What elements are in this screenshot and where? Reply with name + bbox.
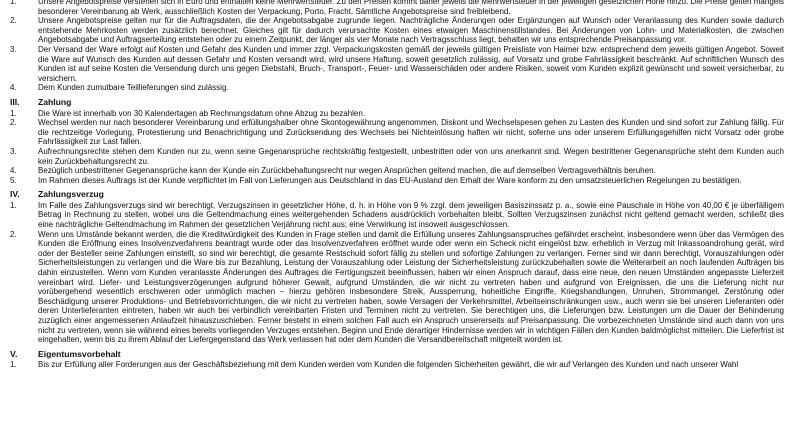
section-number: III. [10, 96, 20, 107]
section-eigentumsvorbehalt [8, 350, 784, 370]
item-number: 2. [10, 16, 17, 26]
item-number: 1. [10, 108, 17, 118]
section-heading [8, 98, 784, 108]
item-number: 2. [10, 118, 17, 128]
item-number: 5. [10, 175, 17, 185]
item-text: Unsere Angebotspreise gelten nur für die Auftragsdaten, die der Angebotsabgabe zugrunde liegen. Nachträgliche Änderungen oder Ergänzungen auf Wunsch oder Veranlassung des Kunden sowie dadurch entstehende Mehrkosten werden zusätzlich berechnet. Gleiches gilt für dadurch verursachte Kosten eines etwaigen Maschinenstillstandes. Bei Änderungen von Lohn- und Materialkosten, die zwischen Angebotsabgabe und Auftragserteilung entstehen oder zu einem Zeitpunkt, der länger als vier Monate nach Vertragsschluss liegt, behalten wir uns entsprechende Preisanpassung vor. [38, 16, 784, 45]
section-title: Zahlung [38, 96, 72, 107]
item-number: 4. [10, 83, 17, 93]
section-number: V. [10, 348, 18, 359]
item-text: Dem Kunden zumutbare Teillieferungen sind zulässig. [38, 83, 229, 93]
section-prices [8, 0, 784, 93]
list-item [8, 230, 784, 345]
item-number: 3. [10, 44, 17, 54]
item-text: Wechsel werden nur nach besonderer Vereinbarung und erfüllungshalber ohne Skontogewährung angenommen. Diskont und Wechselspesen gehen zu Lasten des Kunden und sind sofort zur Zahlung fällig. Für die rechtzeitige Vorlegung, Protestierung und Benachrichtigung und Zurücksendung des Wechsels bei Nichteinlösung haften wir nicht, soferne uns oder unserem Erfüllungsgehilfen nicht Vorsatz oder grobe Fahrlässigkeit zur Last fallen. [38, 118, 784, 147]
item-text: Aufrechnungsrechte stehen dem Kunden nur zu, wenn seine Gegenansprüche rechtskräftig festgestellt, unbestritten oder von uns anerkannt sind. Wegen bestrittener Gegenansprüche steht dem Kunden auch kein Zurückbehaltungsrecht zu. [38, 146, 784, 166]
list-item [8, 360, 784, 370]
list-item [8, 83, 784, 93]
item-number: 3. [10, 146, 17, 156]
section-zahlung [8, 98, 784, 185]
item-text: Bezüglich unbestrittener Gegenansprüche kann der Kunde ein Zurückbehaltungsrecht nur wegen Ansprüchen geltend machen, die auf demselben Vertragsverhältnis beruhen. [38, 166, 656, 176]
section-heading [8, 350, 784, 360]
list-item [8, 118, 784, 147]
section-heading [8, 190, 784, 200]
item-text: Unsere Angebotspreise verstehen sich in Euro und enthalten keine Mehrwertsteuer. Zu den Preisen kommt daher jeweils die Mehrwertsteuer in der jeweiligen gesetzlichen Höhe hinzu. Die Preise gelten mangels besonderer Vereinbarung ab Werk, ausschließlich Kosten der Verpackung, Porto, Fracht. Sämtliche Angebotspreise sind freibleibend. [38, 0, 784, 16]
item-number: 1. [10, 0, 17, 6]
list-item [8, 166, 784, 176]
section-zahlungsverzug [8, 190, 784, 345]
list-item [8, 201, 784, 230]
item-text: Im Rahmen dieses Auftrags ist der Kunde verpflichtet im Fall von Lieferungen aus Deutschland in das EU-Ausland den Erhalt der Ware konform zu den umsatzsteuerlichen Regelungen zu bestätigen. [38, 175, 742, 185]
list-item [8, 109, 784, 119]
list-item [8, 45, 784, 83]
item-number: 1. [10, 360, 17, 370]
list-item [8, 0, 784, 16]
list-item [8, 147, 784, 166]
item-number: 4. [10, 166, 17, 176]
item-text: Im Falle des Zahlungsverzugs sind wir berechtigt, Verzugszinsen in gesetzlicher Höhe, d. h. in Höhe von 9 % zzgl. dem jeweiligen Basiszinssatz p. a., sowie eine Pauschale in Höhe von 40,00 € je überfälligem Betrag in Rechnung zu stellen, wobei uns die Geltendmachung eines weitergehenden Schadens ausdrücklich vorbehalten bleibt. Sollten Verzugszinsen zunächst nicht geltend gemacht werden, schließt dies eine nachträgliche Geltendmachung im Rahmen der gesetzlichen Verjährung nicht aus; eine Verwirkung ist insoweit ausgeschlossen. [38, 200, 784, 230]
list-item [8, 176, 784, 186]
item-text: Der Versand der Ware erfolgt auf Kosten und Gefahr des Kunden und immer zzgl. Verpackungskosten gemäß der jeweils gültigen Preisliste von Haimer bzw. entsprechend dem jeweils gültigen Angebot. Soweit die Ware auf Wunsch des Kunden auf dessen Gefahr und Kosten versandt wird, wird unsere Haftung, soweit gesetzlich zulässig, auf Vorsatz und grobe Fahrlässigkeit beschränkt. Auf schriftlichen Wunsch des Kunden ist auf seine Kosten die Versendung durch uns gegen Diebstahl, Bruch-, Transport-, Feuer- und Wasserschäden oder andere Risiken, soweit vom Kunden explizit gewünscht und soweit versicherbar, zu versichern. [38, 44, 784, 83]
list-item [8, 16, 784, 45]
item-number: 2. [10, 229, 17, 239]
section-title: Eigentumsvorbehalt [38, 348, 121, 359]
item-text: Die Ware ist innerhalb von 30 Kalendertagen ab Rechnungsdatum ohne Abzug zu bezahlen. [38, 108, 366, 118]
section-number: IV. [10, 189, 20, 200]
item-text: Bis zur Erfüllung aller Forderungen aus der Geschäftsbeziehung mit dem Kunden werden vom Kunden die folgenden Sicherheiten gewährt, die wir auf Verlangen des Kunden und nach unserer Wahl [38, 360, 739, 370]
section-title: Zahlungsverzug [38, 189, 104, 200]
item-number: 1. [10, 200, 17, 210]
item-text: Wenn uns Umstände bekannt werden, die die Kreditwürdigkeit des Kunden in Frage stellen und damit die Erfüllung unseres Zahlungsanspruches gefährdet erscheint, insbesondere wenn über das Vermögen des Kunden die Eröffnung eines Insolvenzverfahrens beantragt wurde oder das Insolvenzverfahren eröffnet wurde oder wenn ein Scheck nicht eingelöst bzw. erheblich in Verzug mit Inkassoandrohung gerät, wird oder der Besteller seine Zahlungen einstellt, so sind wir berechtigt, die gesamte Restschuld sofort fällig zu stellen und sofortige Zahlungen zu verlangen. Ferner sind wir dann berechtigt, Vorauszahlungen oder Sicherheitsleistungen zu verlangen und die Ware bis zur Bezahlung, Leistung der Vorauszahlung oder Leistung der Sicherheitsleistung zurückzubehalten sowie die Weiterarbeit an noch laufenden Aufträgen bis dahin einzustellen. Wenn vom Kunden veranlasste Änderungen des Auftrages die Fertigungszeit beeinflussen, haben wir einen Anspruch darauf, dass eine neue, den neuen Umständen angepasste Lieferzeit vereinbart wird. Liefer- und Leistungsverzögerungen aufgrund höherer Gewalt, aufgrund Umständen, die wir nicht zu vertreten haben und aufgrund von Ereignissen, die uns die Lieferung nicht nur vorübergehend wesentlich erschweren oder unmöglich machen – hierzu gehören insbesondere Streik, Aussperrung, hoheitliche Eingriffe, Kriegshandlungen, Unruhen, Strommangel, Zerstörung oder Beschädigung unserer Produktions- und Betriebsvorrichtungen, die wir nicht zu vertreten haben, sowie Versagen der Verkehrsmittel, Arbeitseinschränkungen usw., auch wenn sie bei unseren Lieferanten oder deren Unterlieferanten eintreten, haben wir auch bei verbindlich vereinbarten Fristen und Terminen nicht zu vertreten. Sie berechtigen uns, die Lieferungen bzw. Leistungen um die Dauer der Behinderung zuzüglich einer angemessenen Anlaufzeit hinauszuschieben. Ferner besteht in einem solchen Fall auch ein Anspruch unsererseits auf Preisanpassung. Die vorbezeichneten Umstände sind auch dann von uns nicht zu vertreten, wenn sie während eines bereits vorliegenden Verzuges entstehen. Beginn und Ende derartiger Hindernisse werden wir in wichtigen Fällen den Kunden baldmöglichst mitteilen. Die Lieferfrist ist eingehalten, wenn bis zu ihrem Ablauf der Liefergegenstand das Werk verlassen hat oder dem Kunden die Versandbereitschaft mitgeteilt worden ist. [38, 229, 784, 345]
